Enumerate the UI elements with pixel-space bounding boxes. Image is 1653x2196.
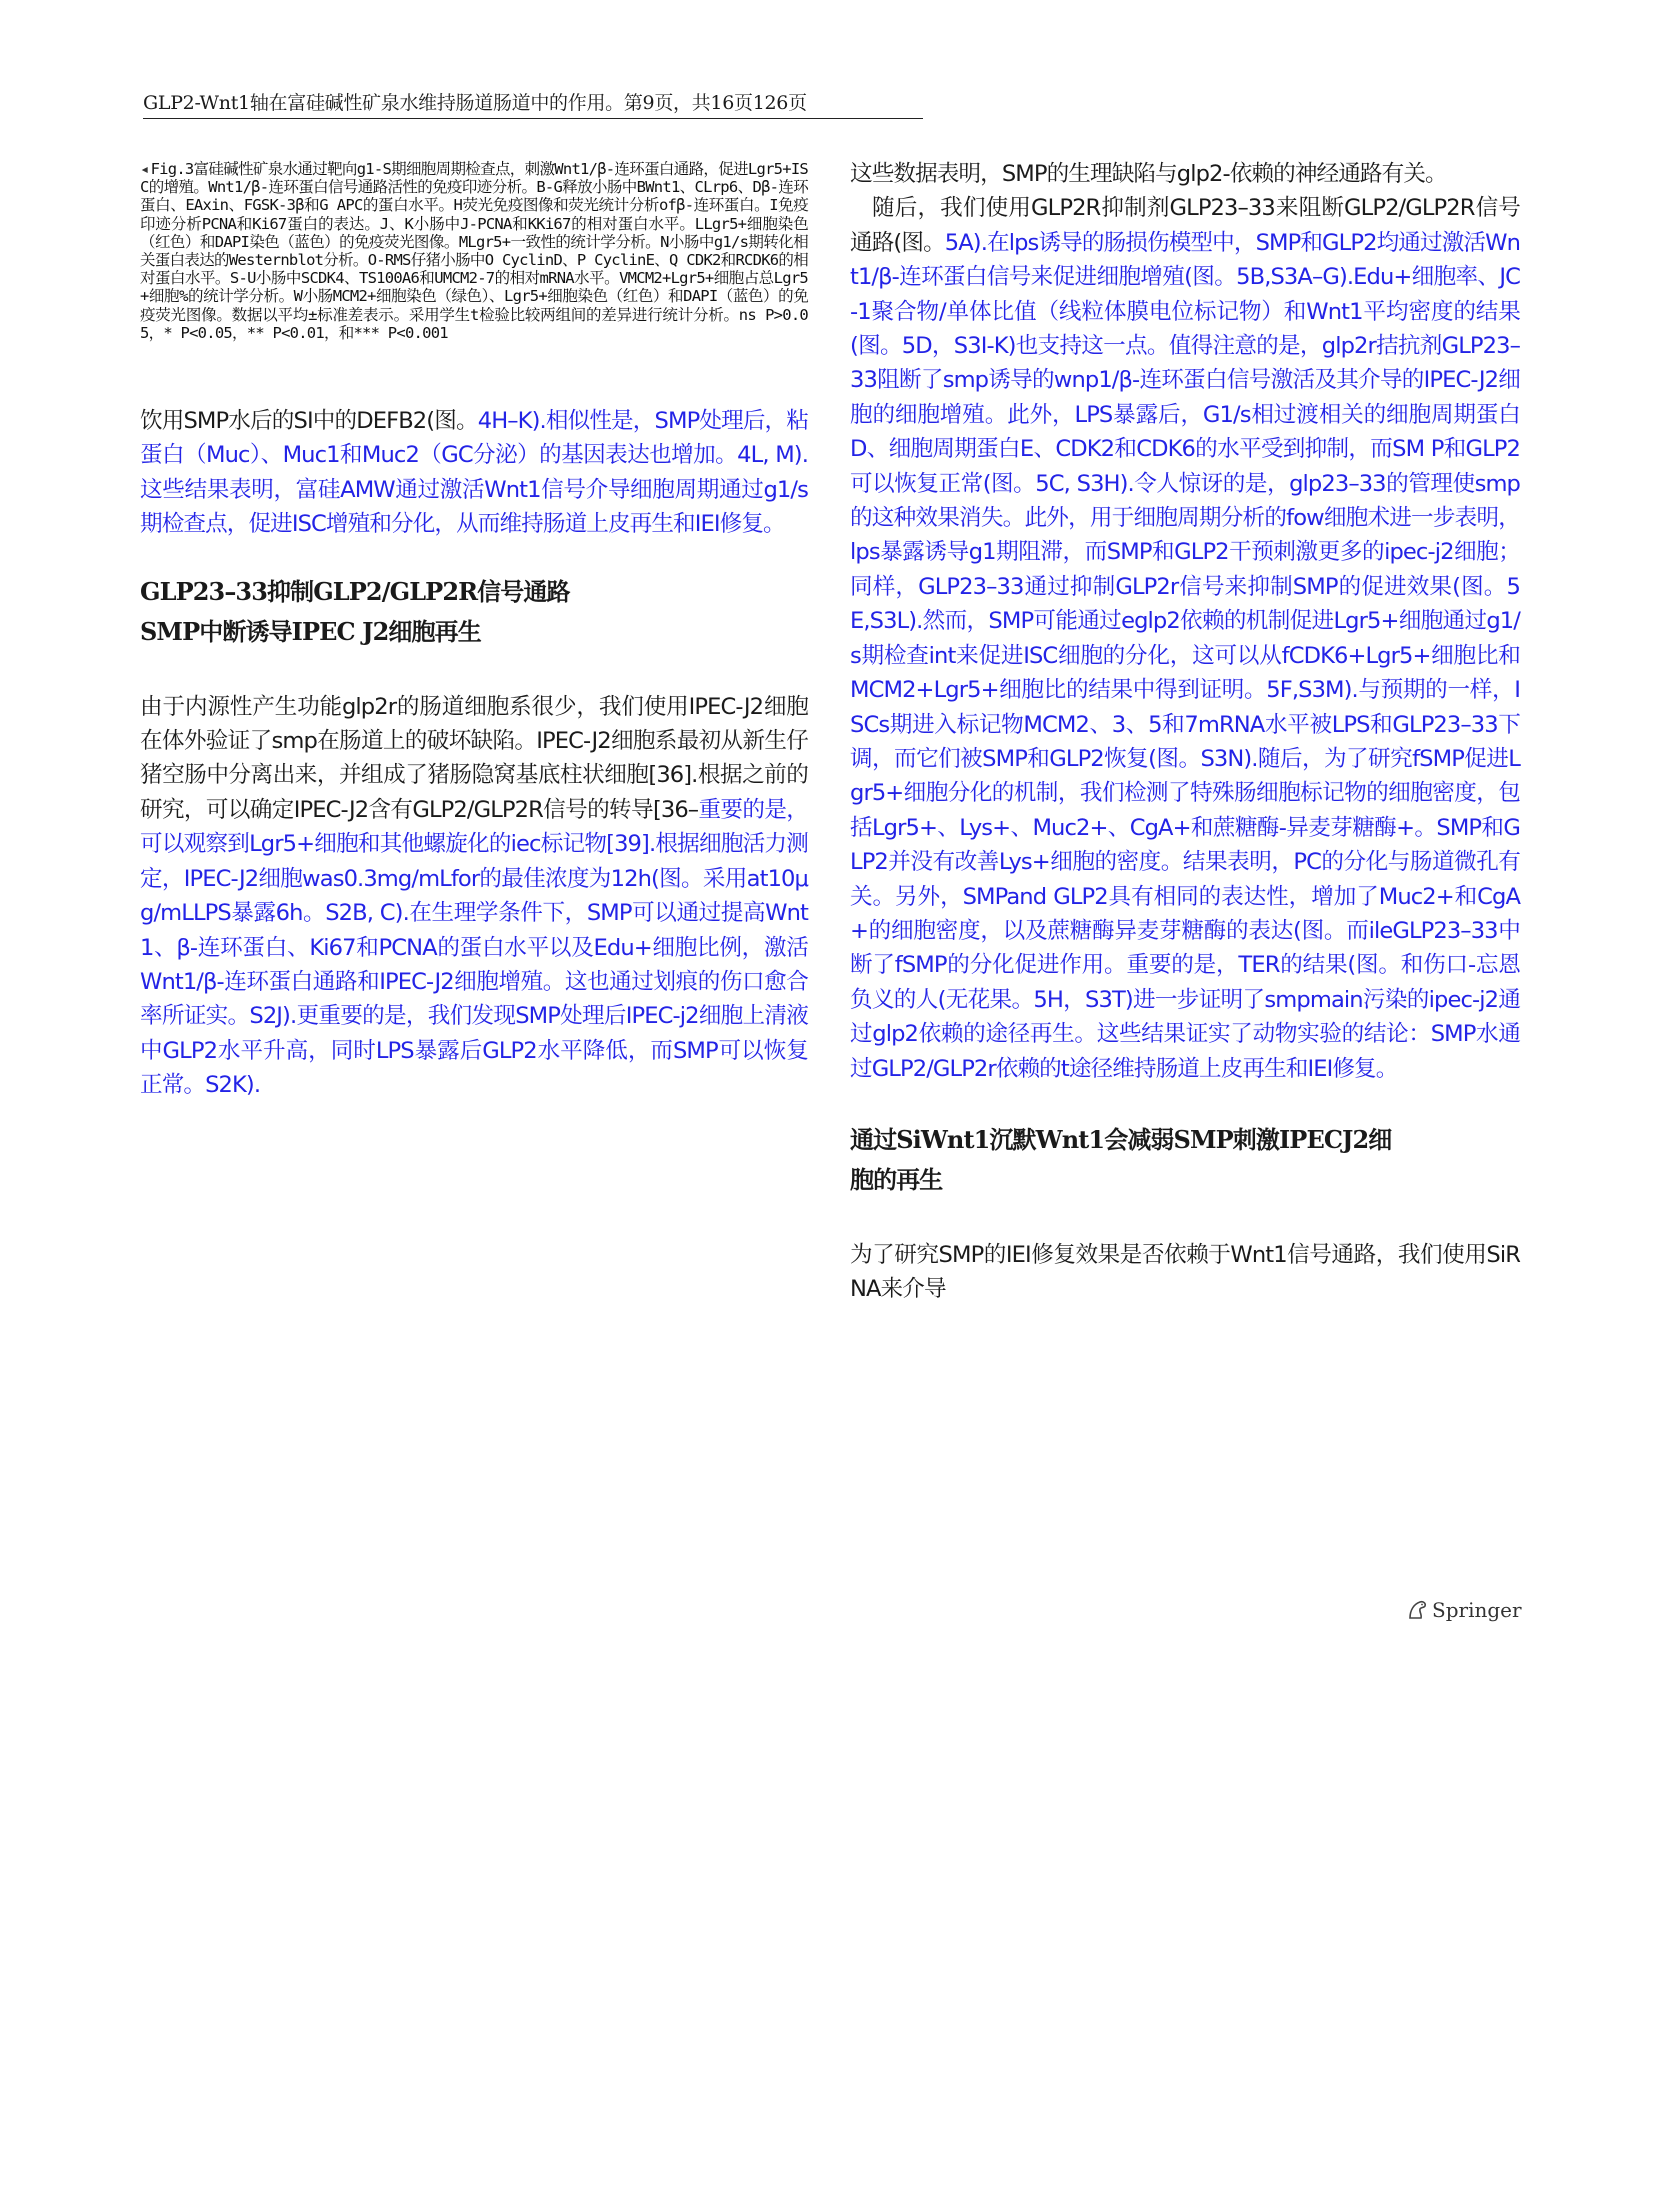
section-heading-line: 胞的再生 — [850, 1164, 943, 1194]
right-paragraph-3 — [850, 1238, 1520, 1307]
springer-horse-icon — [1406, 1598, 1430, 1622]
springer-logo — [1406, 1598, 1522, 1622]
right-p3-text: 为了研究SMP的IEI修复效果是否依赖于Wnt1信号通路，我们使用SiRNA来介导 — [850, 1241, 1520, 1303]
caption-text: Fig.3富硅碱性矿泉水通过靶向g1-S期细胞周期检查点，刺激Wnt1/β-连环蛋白通路，促进Lgr5+ISC的增殖。Wnt1/β-连环蛋白信号通路活性的免疫印迹分析。B-G释放小肠中BWnt1、CLrp6、Dβ-连环蛋白、EAxin、FGSK-3β和G APC的蛋白水平。H荧光免疫图像和荧光统计分析ofβ-连环蛋白。I免疫印迹分析PCNA和Ki67蛋白的表达。J、K小肠中J-PCNA和KKi67的相对蛋白水平。LLgr5+细胞染色（红色）和DAPI染色（蓝色）的免疫荧光图像。MLgr5+一致性的统计学分析。N小肠中g1/s期转化相关蛋白表达的Westernblot分析。O-RMS仔猪小肠中O CyclinD、P CyclinE、Q CDK2和RCDK6的相对蛋白水平。S-U小肠中SCDK4、TS100A6和UMCM2-7的相对mRNA水平。VMCM2+Lgr5+细胞占总Lgr5+细胞%的统计学分析。W小肠MCM2+细胞染色（绿色）、Lgr5+细胞染色（红色）和DAPI（蓝色）的免疫荧光图像。数据以平均±标准差表示。采用学生t检验比较两组间的差异进行统计分析。ns P>0.05，* P<0.05，** P<0.01，和*** P<0.001 — [140, 160, 808, 342]
section-heading-glp23 — [140, 572, 808, 652]
left-paragraph-2 — [140, 690, 808, 1103]
right-p2-text: 随后，我们使用GLP2R抑制剂GLP23–33来阻断GLP2/GLP2R信号通路(图。 — [850, 195, 1520, 256]
left-column — [140, 160, 808, 1103]
left-p2-link-text[interactable]: 重要的是，可以观察到Lgr5+细胞和其他螺旋化的iec标记物[39].根据细胞活力测定，IPEC-J2细胞was0.3mg/mLfor的最佳浓度为12h(图。采用at10μg/mLLPS暴露6h。S2B, C).在生理学条件下，SMP可以通过提高Wnt1、β-连环蛋白、Ki67和PCNA的蛋白水平以及Edu+细胞比例，激活Wnt1/β-连环蛋白通路和IPEC-J2细胞增殖。这也通过划痕的伤口愈合率所证实。S2J).更重要的是，我们发现SMP处理后IPEC-j2细胞上清液中GLP2水平升高，同时LPS暴露后GLP2水平降低，而SMP可以恢复正常。S2K). — [140, 796, 808, 1099]
left-p1-link-text[interactable]: 4H–K).相似性是，SMP处理后，粘蛋白（Muc）、Muc1和Muc2（GC分泌）的基因表达也增加。4L, M).这些结果表明，富硅AMW通过激活Wnt1信号介导细胞周期通过g1/s期检查点，促进ISC增殖和分化，从而维持肠道上皮再生和IEI修复。 — [140, 408, 808, 538]
caption-marker-icon: ◂ — [140, 160, 149, 178]
right-p1-text: 这些数据表明，SMP的生理缺陷与glp2-依赖的神经通路有关。 — [850, 161, 1447, 187]
right-paragraph-2 — [850, 191, 1520, 1086]
section-heading-line: GLP23–33抑制GLP2/GLP2R信号通路 — [140, 576, 570, 606]
right-paragraph-1 — [850, 157, 1520, 191]
section-heading-line: SMP中断诱导IPEC J2细胞再生 — [140, 616, 481, 646]
left-p1-text: 饮用SMP水后的SI中的DEFB2(图。 — [140, 408, 478, 435]
right-p2-link-text[interactable]: 5A).在lps诱导的肠损伤模型中，SMP和GLP2均通过激活Wnt1/β-连环蛋白信号来促进细胞增殖(图。5B,S3A–G).Edu+细胞率、JC-1聚合物/单体比值（线粒体膜电位标记物）和Wnt1平均密度的结果(图。5D，S3I-K)也支持这一点。值得注意的是，glp2r拮抗剂GLP23–33阻断了smp诱导的wnp1/β-连环蛋白信号激活及其介导的IPEC-J2细胞的细胞增殖。此外，LPS暴露后，G1/s相过渡相关的细胞周期蛋白D、细胞周期蛋白E、CDK2和CDK6的水平受到抑制，而SM P和GLP2可以恢复正常(图。5C, S3H).令人惊讶的是，glp23–33的管理使smp的这种效果消失。此外，用于细胞周期分析的fow细胞术进一步表明，lps暴露诱导g1期阻滞，而SMP和GLP2干预刺激更多的ipec-j2细胞；同样，GLP23–33通过抑制GLP2r信号来抑制SMP的促进效果(图。5 E,S3L).然而，SMP可能通过eglp2依赖的机制促进Lgr5+细胞通过g1/s期检查int来促进ISC细胞的分化，这可以从fCDK6+Lgr5+细胞比和MCM2+Lgr5+细胞比的结果中得到证明。5F,S3M).与预期的一样，ISCs期进入标记物MCM2、3、5和7mRNA水平被LPS和GLP23–33下调，而它们被SMP和GLP2恢复(图。S3N).随后，为了研究fSMP促进Lgr5+细胞分化的机制，我们检测了特殊肠细胞标记物的细胞密度，包括Lgr5+、Lys+、Muc2+、CgA+和蔗糖酶-异麦芽糖酶+。SMP和GLP2并没有改善Lys+细胞的密度。结果表明，PC的分化与肠道微孔有关。另外，SMPand GLP2具有相同的表达性，增加了Muc2+和CgA+的细胞密度，以及蔗糖酶异麦芽糖酶的表达(图。而ileGLP23–33中断了fSMP的分化促进作用。重要的是，TER的结果(图。和伤口-忘恩负义的人(无花果。5H，S3T)进一步证明了smpmain污染的ipec-j2通过glp2依赖的途径再生。这些结果证实了动物实验的结论：SMP水通过GLP2/GLP2r依赖的t途径维持肠道上皮再生和IEI修复。 — [850, 229, 1520, 1082]
section-heading-line: 通过SiWnt1沉默Wnt1会减弱SMP刺激IPECJ2细 — [850, 1124, 1392, 1154]
left-p2-text: 由于内源性产生功能glp2r的肠道细胞系很少，我们使用IPEC-J2细胞在体外验证了smp在肠道上的破坏缺陷。IPEC-J2细胞系最初从新生仔猪空肠中分离出来，并组成了猪肠隐窝基底柱状细胞[36].根据之前的研究，可以确定IPEC-J2含有GLP2/GLP2R信号的转导[36– — [140, 693, 808, 823]
springer-logo-text: Springer — [1432, 1598, 1522, 1622]
right-column — [850, 157, 1520, 1307]
left-paragraph-1 — [140, 404, 808, 542]
figure-caption — [140, 160, 808, 342]
section-heading-siwnt1 — [850, 1120, 1520, 1200]
running-head: GLP2-Wnt1轴在富硅碱性矿泉水维持肠道肠道中的作用。第9页，共16页126页 — [143, 88, 923, 119]
